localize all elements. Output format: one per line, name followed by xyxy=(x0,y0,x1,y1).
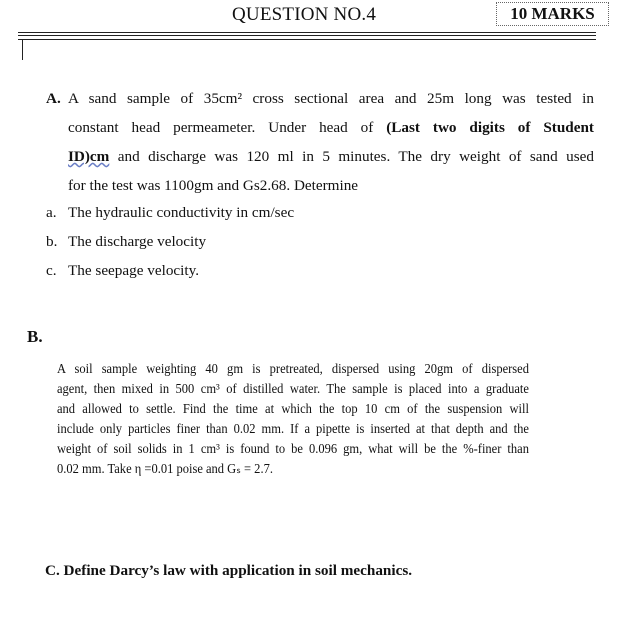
item-label: c. xyxy=(46,262,57,279)
item-text: The hydraulic conductivity in cm/sec xyxy=(68,204,295,221)
student-id-suffix: ID)cm xyxy=(68,148,110,165)
section-b-line-4: include only particles finer than 0.02 mm. If a pipette is inserted at that depth and the xyxy=(57,421,529,436)
header-rule-bottom xyxy=(18,39,596,40)
header-rule-top xyxy=(18,32,596,33)
section-a-line-3 xyxy=(68,142,594,171)
item-label: b. xyxy=(46,233,58,250)
section-a-line-1: A sand sample of 35cm² cross sectional area and 25m long was tested in xyxy=(68,90,594,107)
section-a-line-2-text: constant head permeameter. Under head of xyxy=(68,119,387,136)
section-c-question: C. Define Darcy’s law with application in soil mechanics. xyxy=(45,562,413,579)
section-a-item-a xyxy=(46,204,586,222)
section-a-line-4: for the test was 1100gm and Gs2.68. Determine xyxy=(68,177,359,194)
section-b-line-1: A soil sample weighting 40 gm is pretreated, dispersed using 20gm of dispersed xyxy=(57,361,529,376)
item-text: The seepage velocity. xyxy=(68,262,199,279)
section-a-item-c xyxy=(46,262,586,280)
section-b-line-5: weight of soil solids in 1 cm³ is found to be 0.096 gm, what will be the %-finer than xyxy=(57,441,529,456)
section-b-line-3: and allowed to settle. Find the time at which the top 10 cm of the suspension will xyxy=(57,401,529,416)
marks-badge: 10 MARKS xyxy=(496,2,609,26)
section-a-label: A. xyxy=(46,90,61,107)
section-b-line-6: 0.02 mm. Take η =0.01 poise and Gₛ = 2.7. xyxy=(57,461,273,476)
text-cursor xyxy=(22,40,23,60)
section-b-line-2: agent, then mixed in 500 cm³ of distilled water. The sample is placed into a graduate xyxy=(57,381,529,396)
question-title: QUESTION NO.4 xyxy=(232,4,377,25)
section-a-line-2 xyxy=(68,113,594,142)
item-label: a. xyxy=(46,204,57,221)
section-a-line-3-text: and discharge was 120 ml in 5 minutes. The dry weight of sand used xyxy=(109,148,594,165)
student-id-placeholder: (Last two digits of Student xyxy=(386,119,594,136)
header-rule-middle xyxy=(18,35,596,36)
section-a-item-b xyxy=(46,233,586,251)
section-b-label: B. xyxy=(27,327,43,346)
item-text: The discharge velocity xyxy=(68,233,207,250)
